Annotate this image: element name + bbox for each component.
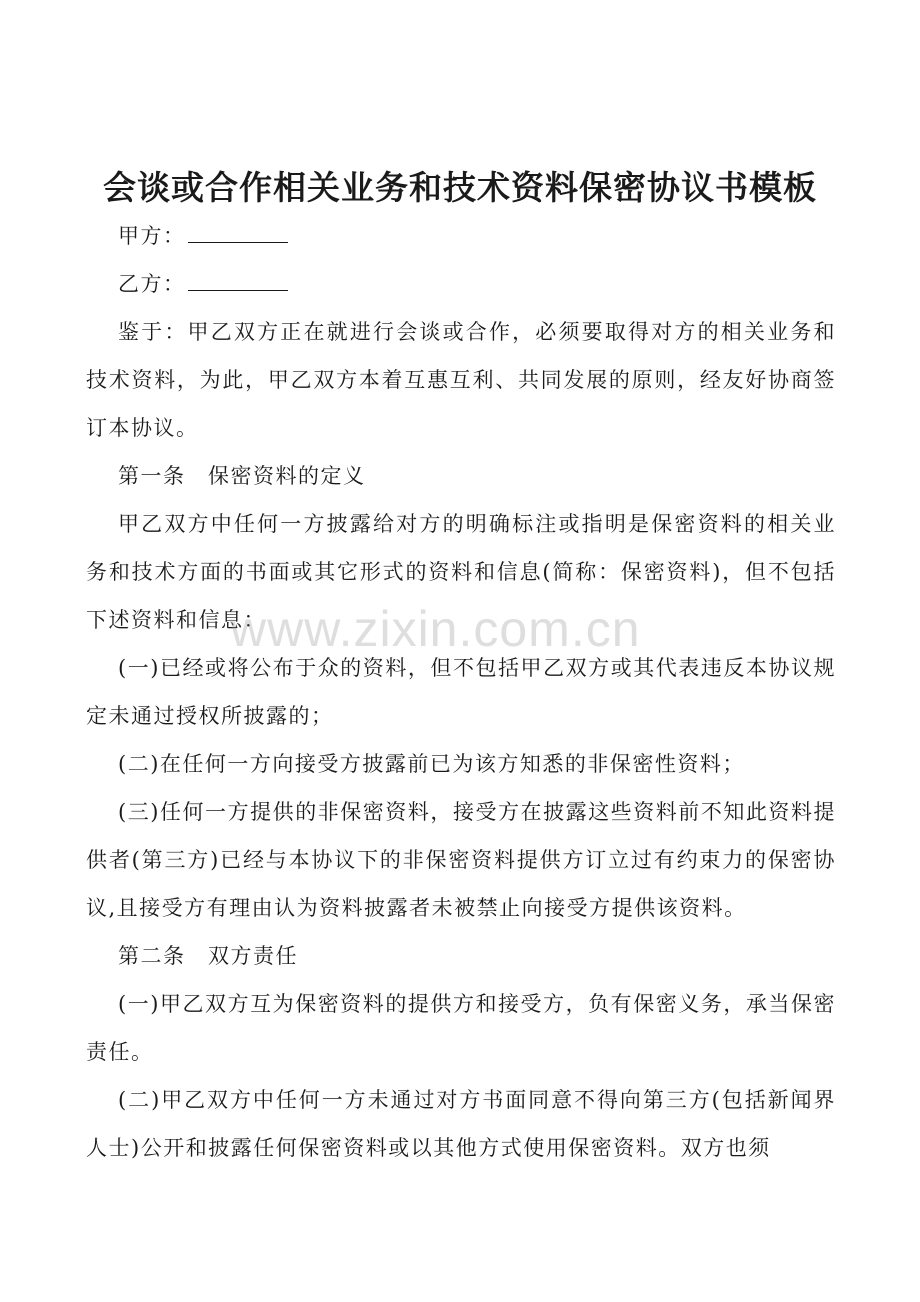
article2-heading: 第二条 双方责任 — [118, 944, 298, 968]
article2-item2: (二)甲乙双方中任何一方未通过对方书面同意不得向第三方(包括新闻界人士)公开和披露任何保密资料或以其他方式使用保密资料。双方也须 — [86, 1088, 836, 1160]
party-b-label: 乙方： — [118, 272, 186, 296]
party-b-blank[interactable] — [188, 268, 288, 291]
article1-item3: (三)任何一方提供的非保密资料，接受方在披露这些资料前不知此资料提供者(第三方)已经与本协议下的非保密资料提供方订立过有约束力的保密协议,且接受方有理由认为资料披露者未被禁止向接受方提供该资料。 — [86, 800, 836, 920]
article1-intro: 甲乙双方中任何一方披露给对方的明确标注或指明是保密资料的相关业务和技术方面的书面或其它形式的资料和信息(简称：保密资料)，但不包括下述资料和信息： — [86, 512, 836, 632]
article2-item1: (一)甲乙双方互为保密资料的提供方和接受方，负有保密义务，承当保密责任。 — [86, 992, 836, 1064]
party-b-line — [86, 260, 836, 308]
party-a-label: 甲方： — [118, 224, 186, 248]
party-a-line — [86, 212, 836, 260]
party-a-blank[interactable] — [188, 220, 288, 243]
document-title: 会谈或合作相关业务和技术资料保密协议书模板 — [103, 168, 817, 207]
article1-item1: (一)已经或将公布于众的资料，但不包括甲乙双方或其代表违反本协议规定未通过授权所披露的； — [86, 656, 836, 728]
watermark: www.zixin.com.cn — [230, 601, 641, 657]
preamble-paragraph: 鉴于：甲乙双方正在就进行会谈或合作，必须要取得对方的相关业务和技术资料，为此，甲乙双方本着互惠互利、共同发展的原则，经友好协商签订本协议。 — [86, 320, 836, 440]
article1-item2: (二)在任何一方向接受方披露前已为该方知悉的非保密性资料； — [118, 752, 745, 776]
article1-heading: 第一条 保密资料的定义 — [118, 464, 366, 488]
document-body — [86, 212, 836, 1172]
